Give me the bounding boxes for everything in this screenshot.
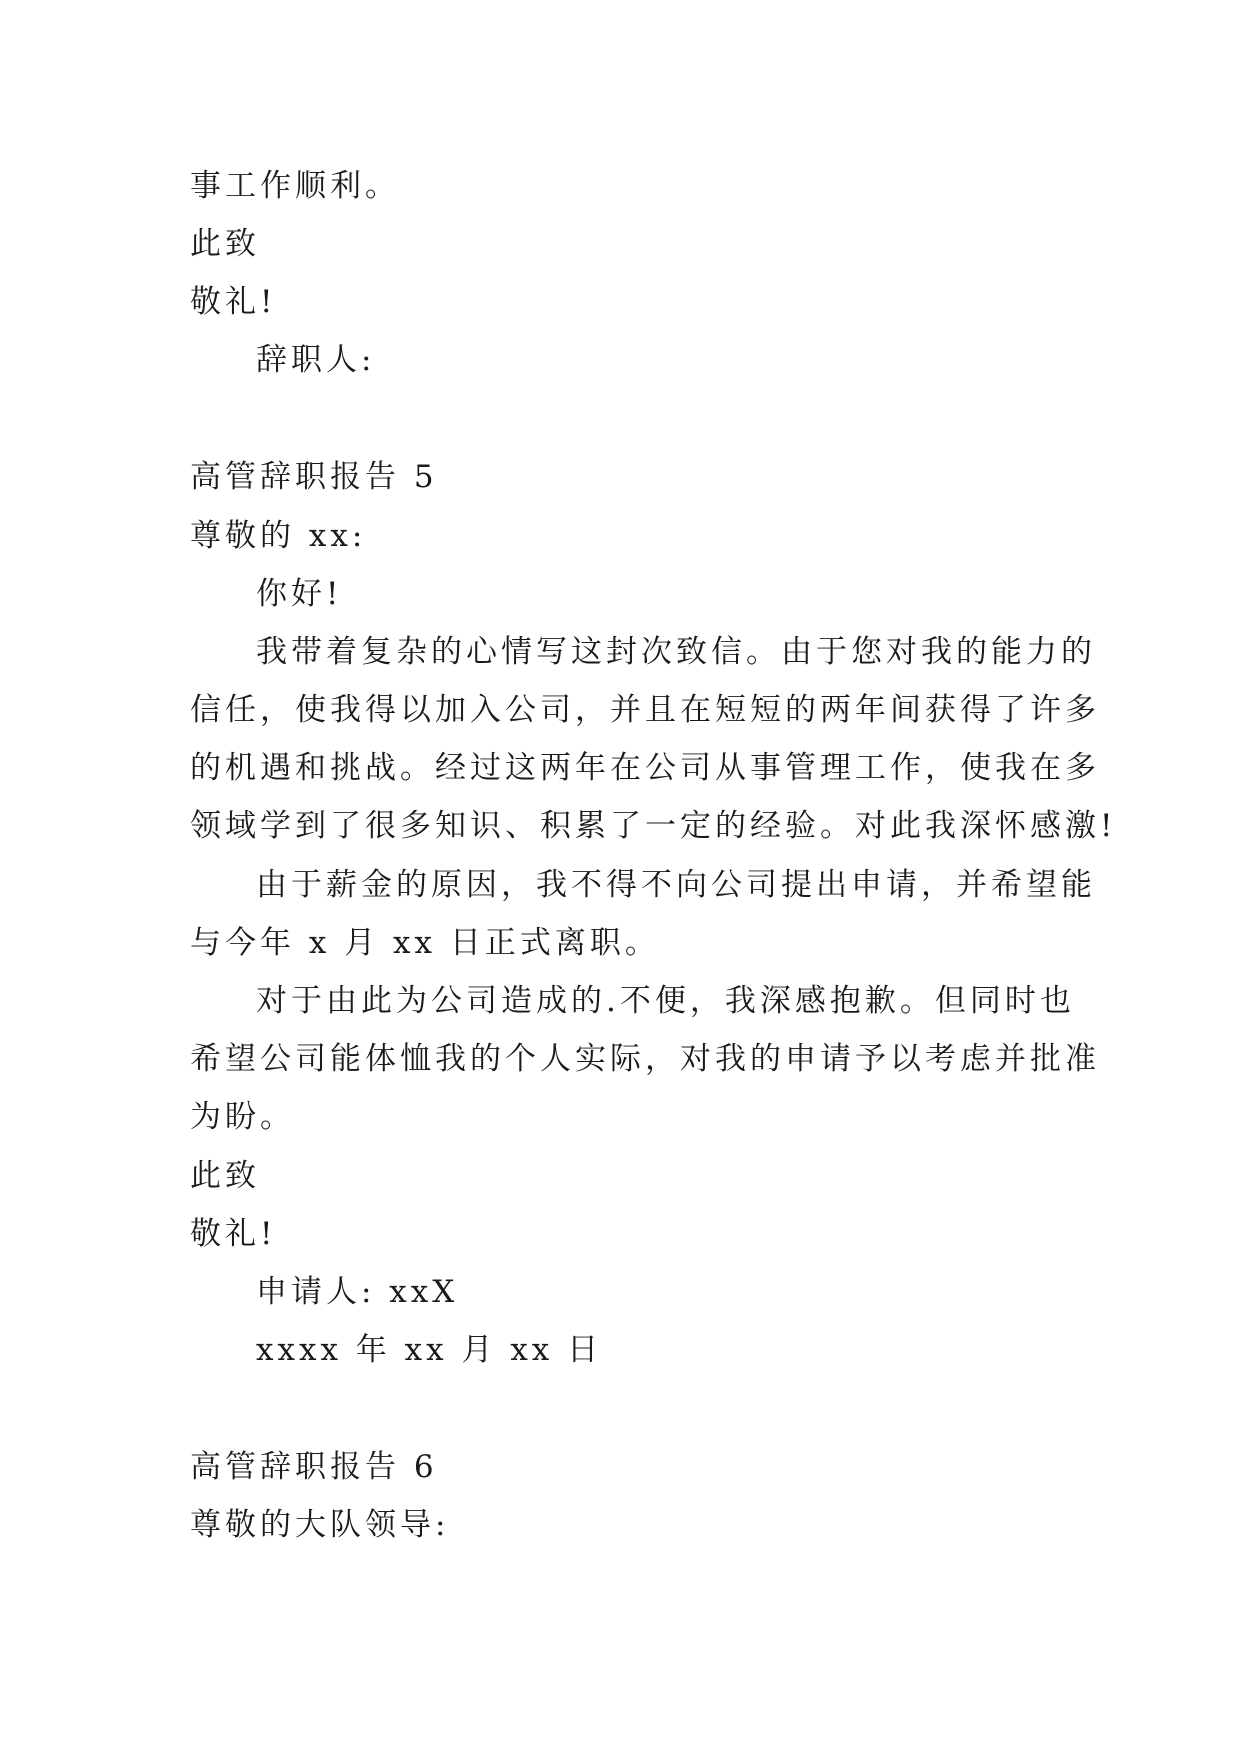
salutation-jingli: 敬礼! bbox=[190, 1216, 277, 1252]
paragraph-line: 领域学到了很多知识、积累了一定的经验。对此我深怀感激! bbox=[190, 808, 1117, 844]
salutation-cizhi: 此致 bbox=[190, 1158, 260, 1194]
greeting-hello: 你好! bbox=[256, 576, 343, 612]
date-line: xxxx 年 xx 月 xx 日 bbox=[256, 1332, 603, 1368]
paragraph-line: 由于薪金的原因，我不得不向公司提出申请，并希望能 bbox=[256, 867, 1096, 903]
applicant-line: 申请人: xxX bbox=[256, 1274, 459, 1310]
paragraph-line: 信任，使我得以加入公司，并且在短短的两年间获得了许多 bbox=[190, 692, 1100, 728]
paragraph-line: 与今年 x 月 xx 日正式离职。 bbox=[190, 925, 660, 961]
section-title-6: 高管辞职报告 6 bbox=[190, 1449, 438, 1485]
paragraph-line: 对于由此为公司造成的.不便，我深感抱歉。但同时也 bbox=[256, 983, 1075, 1019]
section-title-5: 高管辞职报告 5 bbox=[190, 459, 438, 495]
paragraph-line: 的机遇和挑战。经过这两年在公司从事管理工作，使我在多 bbox=[190, 750, 1100, 786]
signature-label: 辞职人: bbox=[256, 342, 376, 378]
paragraph-line: 为盼。 bbox=[190, 1099, 295, 1135]
paragraph-line: 希望公司能体恤我的个人实际，对我的申请予以考虑并批准 bbox=[190, 1041, 1100, 1077]
greeting-recipient: 尊敬的大队领导: bbox=[190, 1507, 450, 1543]
paragraph-line: 我带着复杂的心情写这封次致信。由于您对我的能力的 bbox=[256, 634, 1096, 670]
closing-line: 事工作顺利。 bbox=[190, 168, 400, 204]
salutation-cizhi: 此致 bbox=[190, 226, 260, 262]
salutation-jingli: 敬礼! bbox=[190, 284, 277, 320]
greeting-recipient: 尊敬的 xx: bbox=[190, 518, 367, 554]
